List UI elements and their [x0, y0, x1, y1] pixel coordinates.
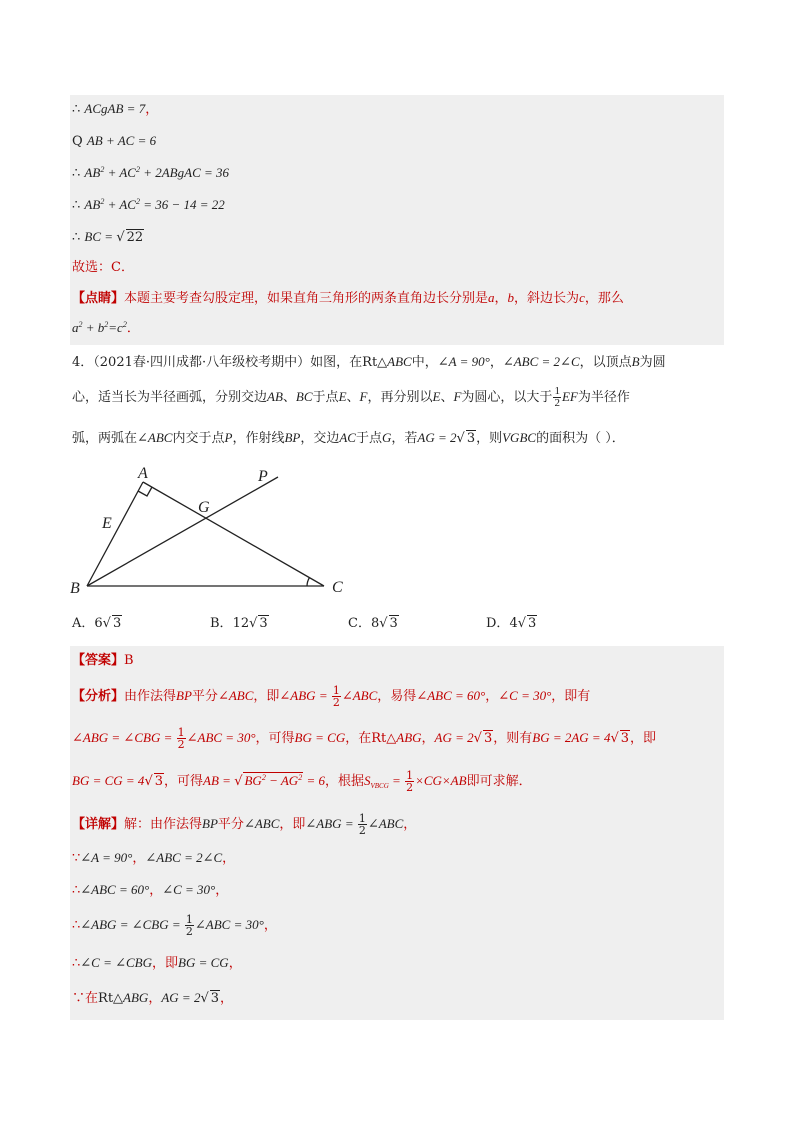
text: ，即: [279, 817, 306, 832]
text: 内交于点: [172, 431, 225, 446]
angle-c-arc: [307, 578, 310, 587]
equals: =: [388, 773, 405, 788]
prev-choice: 故选：C．: [72, 260, 134, 275]
note-tag: 【点睛】: [72, 291, 125, 306]
comma: ，: [403, 817, 417, 832]
angle-a-eq: ∠A = 90°: [80, 850, 133, 865]
ray-bp: BP: [202, 816, 218, 831]
ray-bp: BP: [284, 430, 301, 445]
side-ab: AB: [267, 389, 283, 404]
angle-abg: ∠ABG =: [305, 816, 357, 831]
option-radicand: 3: [259, 616, 268, 631]
label-b: B: [70, 580, 80, 597]
equation-text: [84, 165, 229, 180]
triangle-symbol: △: [113, 991, 124, 1006]
rt-label: Rt: [98, 991, 114, 1006]
text: ，再分别以: [367, 390, 433, 405]
numerator: 1: [406, 769, 414, 782]
angle-abc: ∠ABC: [137, 430, 173, 445]
numerator: 1: [554, 385, 560, 397]
analysis-line-1: [72, 685, 590, 708]
radicand: 22: [126, 230, 144, 245]
text: ，可得: [164, 774, 204, 789]
option-coef: 12: [232, 616, 250, 631]
text: 为圆: [639, 355, 666, 370]
angle-c-30: ∠C = 30°: [162, 882, 216, 897]
analysis-line-3: BG = CG = 4√ 3，可得AB = √ $BG^2 - AG^2 = 6$，根据$S_{VBCG}$ = $\frac{1}{2}$ ×CG×AB即可求解．: [72, 769, 532, 794]
triangle-abg: ABG: [396, 730, 422, 745]
detail-tag: 【详解】: [72, 817, 125, 832]
angle-abc: ∠ABC: [243, 816, 280, 831]
exponent: 2: [261, 773, 266, 782]
text: ，则: [476, 431, 503, 446]
denominator: 2: [177, 738, 185, 751]
point-b: B: [631, 354, 640, 369]
var-a: a: [488, 290, 495, 305]
problem-line-1: [72, 352, 666, 373]
term-ac: + AC: [104, 197, 136, 212]
text: 解：由作法得: [124, 817, 203, 832]
fraction-half: [405, 770, 414, 793]
denominator: 2: [406, 781, 414, 794]
text: ，即有: [551, 689, 591, 704]
comma: ，: [489, 355, 503, 370]
text: 于点: [312, 390, 339, 405]
label-p: P: [258, 468, 268, 485]
label-c: C: [332, 579, 343, 596]
text: ，则有: [493, 731, 533, 746]
text: 心，适当长为半径画弧，分别交边: [72, 390, 268, 405]
eq-30: ∠C = 30°: [498, 688, 552, 703]
exponent: 2: [104, 320, 109, 329]
equation-text: ACgAB = 7: [84, 101, 146, 116]
text: 平分: [217, 817, 244, 832]
fraction-half: [185, 914, 194, 937]
radicand-expr: [243, 772, 303, 788]
eq-6: = 6: [303, 773, 325, 788]
area-expr: ×CG×AB: [415, 773, 467, 788]
triangle-abg: ABG: [123, 990, 149, 1005]
answer-line: [72, 651, 134, 671]
fraction-half: [358, 813, 367, 836]
prev-line-4: [72, 195, 225, 216]
label-g: G: [198, 499, 210, 516]
var-c: c: [579, 290, 585, 305]
numerator: 1: [358, 812, 366, 825]
text: 如图，在: [310, 355, 363, 370]
analysis-line-2: ∠ABG = ∠CBG = $\frac{1}{2}$ ∠ABC = 30°，可得BG = CG，在Rt△ABG，AG = 2√ 3，则有BG = 2AG = 4√ 3，即: [72, 726, 657, 751]
therefore-sign: ∴: [72, 230, 81, 245]
bg-2ag: BG = 2AG = 4: [532, 730, 611, 745]
therefore-sign: ∴: [72, 166, 81, 181]
text: 由作法得: [124, 689, 177, 704]
ray-bp: BP: [176, 688, 192, 703]
text: 中，: [411, 355, 438, 370]
side-ac: AC: [339, 430, 356, 445]
term-a: a: [72, 320, 79, 335]
note-text: 本题主要考查勾股定理，如果直角三角形的两条直角边长分别是: [124, 291, 489, 306]
text: 弧，两弧在: [72, 431, 138, 446]
exponent: 2: [135, 197, 140, 206]
comma: ，: [148, 991, 162, 1006]
angle-abc: ∠ABC: [367, 816, 404, 831]
prev-line-1: [72, 99, 158, 120]
bg-cg: BG = CG: [294, 730, 346, 745]
ag-eq: AG = 2: [161, 990, 201, 1005]
comma: ，: [220, 991, 234, 1006]
prev-line-3: [72, 163, 229, 184]
angle-abc: ∠ABC: [341, 688, 378, 703]
comma: ，: [421, 731, 435, 746]
numerator: 1: [332, 684, 340, 697]
term-b: + b: [82, 320, 105, 335]
point-f: F: [453, 389, 462, 404]
ag-eq: AG = 2: [434, 730, 474, 745]
text: ，即: [253, 689, 280, 704]
term-rest: = 36 − 14 = 22: [139, 197, 225, 212]
denominator: 2: [358, 824, 366, 837]
exponent: 2: [298, 773, 303, 782]
text: 为圆心，以大于: [461, 390, 553, 405]
angle-abc-eq: ∠ABC = 2∠C: [145, 850, 223, 865]
text: 的面积为（ ）．: [536, 431, 625, 446]
angle-eq: ∠ABG = ∠CBG =: [80, 917, 184, 932]
therefore-sign: ∴: [72, 956, 81, 971]
comma: ，: [222, 851, 236, 866]
exponent: 2: [135, 165, 140, 174]
equation-text: BC =: [84, 229, 117, 244]
exponent: 2: [100, 165, 105, 174]
note-text: ，那么: [584, 291, 624, 306]
text: 平分: [191, 689, 218, 704]
fraction-half: [332, 685, 341, 708]
prev-line-5: ∴ BC = √ 22: [72, 229, 144, 245]
angle-a: ∠A = 90°: [437, 354, 490, 369]
problem-source: （2021春·四川成都·八年级校考期中）: [93, 355, 311, 370]
detail-line-2: [72, 848, 235, 869]
equation-text: [84, 197, 224, 212]
denominator: 2: [332, 696, 340, 709]
exponent: 2: [78, 320, 83, 329]
because-sign: ∵: [72, 851, 81, 866]
rt-label: Rt: [371, 731, 387, 746]
note-text: ，斜边长为: [514, 291, 580, 306]
because-sign: ∵: [72, 991, 86, 1006]
term-bg: BG: [244, 773, 262, 788]
var-b: b: [507, 290, 515, 305]
dun-sign: 、: [440, 390, 454, 405]
angle-abc-60: ∠ABC = 60°: [80, 882, 150, 897]
angle-c-cbg: ∠C = ∠CBG: [80, 955, 153, 970]
term-ab: AB: [84, 165, 101, 180]
therefore-sign: ∴: [72, 102, 81, 117]
radicand: 3: [466, 431, 476, 446]
radicand: 3: [210, 991, 220, 1006]
point-e: E: [432, 389, 441, 404]
numerator: 1: [185, 913, 193, 926]
denominator: 2: [185, 925, 193, 938]
detail-line-6: ∵在Rt△ABG，AG = 2√ 3，: [72, 990, 234, 1006]
detail-line-5: [72, 953, 242, 974]
comma: ，: [132, 851, 146, 866]
answer-value: B: [124, 653, 134, 668]
answer-tag: 【答案】: [72, 653, 125, 668]
term-c: =c: [108, 320, 123, 335]
option-coef: 6: [94, 616, 103, 631]
rt-label: Rt: [362, 355, 378, 370]
area-subscript: VBCG: [370, 782, 389, 790]
text: ，可得: [255, 731, 295, 746]
angle-abc-30: ∠ABC = 30°: [194, 917, 264, 932]
radicand: 3: [620, 731, 630, 746]
term-ab: AB: [84, 197, 101, 212]
label-a: A: [138, 465, 148, 482]
therefore-sign: ∴: [72, 883, 81, 898]
radicand: 3: [154, 774, 164, 789]
comma: ，: [263, 918, 277, 933]
angle-abg: ∠ABG =: [279, 688, 331, 703]
text: ，若: [391, 431, 418, 446]
therefore-sign: ∴: [72, 198, 81, 213]
bg-cg-eq: BG = CG = 4: [72, 773, 145, 788]
triangle-name: ABC: [387, 354, 412, 369]
option-radicand: 3: [528, 616, 537, 631]
comma-text: ，: [145, 102, 159, 117]
option-d[interactable]: D．4√ 3: [486, 616, 537, 631]
option-radicand: 3: [389, 616, 398, 631]
option-coef: 4: [509, 616, 518, 631]
option-coef: 8: [370, 616, 380, 631]
text: ，即: [152, 956, 179, 971]
option-letter: D．: [486, 616, 510, 631]
angle-abc-30: ∠ABC = 30°: [186, 730, 256, 745]
option-radicand: 3: [112, 616, 122, 631]
side-bc: BC: [295, 389, 313, 404]
text: ，易得: [377, 689, 417, 704]
triangle-gbc: VGBC: [502, 430, 537, 445]
pythagoras-formula: [72, 320, 127, 335]
point-g: G: [382, 430, 392, 445]
prev-note-line-1: [72, 288, 624, 309]
text: 于点: [355, 431, 382, 446]
analysis-tag: 【分析】: [72, 689, 125, 704]
prev-note-line-2: [72, 318, 140, 339]
option-letter: B．: [210, 616, 233, 631]
triangle-symbol: △: [386, 731, 397, 746]
area-symbol: S: [364, 773, 371, 788]
point-f: F: [359, 389, 368, 404]
text: ，以顶点: [579, 355, 632, 370]
comma: ，: [149, 883, 163, 898]
text: ，在: [345, 731, 372, 746]
triangle-figure: [66, 462, 366, 602]
equation-text: AB + AC = 6: [86, 133, 157, 148]
bg-cg: BG = CG: [178, 955, 229, 970]
term-ag: − AG: [265, 773, 299, 788]
angle-abc: ∠ABC = 2∠C: [502, 354, 580, 369]
text: ，作射线: [232, 431, 285, 446]
fraction-half: [177, 727, 186, 750]
point-p: P: [224, 430, 233, 445]
ab-eq: AB =: [203, 773, 235, 788]
comma: ，: [215, 883, 229, 898]
label-e: E: [102, 515, 112, 532]
text: ，根据: [324, 774, 364, 789]
therefore-sign: ∴: [72, 918, 81, 933]
ag-eq: AG = 2: [417, 430, 457, 445]
angle-abc: ∠ABC: [217, 688, 254, 703]
comma: ，: [485, 689, 499, 704]
text: ，即: [630, 731, 657, 746]
side-ac-line: [143, 482, 324, 586]
segment-ef: EF: [561, 389, 578, 404]
detail-line-4: [72, 914, 277, 937]
option-letter: A．: [72, 616, 95, 631]
option-a[interactable]: A．6√ 3: [72, 616, 122, 631]
exponent: 2: [122, 320, 127, 329]
dun-sign: 、: [282, 390, 296, 405]
comma: ，: [228, 956, 242, 971]
option-letter: C．: [348, 616, 371, 631]
text: 为半径作: [577, 390, 630, 405]
text: ，交边: [300, 431, 340, 446]
detail-line-3: [72, 880, 228, 901]
point-e: E: [338, 389, 347, 404]
separator: ，: [494, 291, 508, 306]
option-c[interactable]: C．8√ 3: [348, 616, 398, 631]
problem-line-2: [72, 386, 630, 409]
term-ac: + AC: [104, 165, 136, 180]
problem-line-3: 弧，两弧在∠ABC内交于点P，作射线BP，交边AC于点G，若AG = 2√ 3，则VGBC的面积为（ ）．: [72, 430, 625, 446]
text: 在: [85, 991, 99, 1006]
eq-60: ∠ABC = 60°: [416, 688, 486, 703]
text: 即可求解．: [466, 774, 532, 789]
denominator: 2: [554, 397, 560, 409]
problem-number: 4．: [72, 355, 94, 370]
period: ．: [126, 321, 140, 336]
option-b[interactable]: B．12√ 3: [210, 616, 268, 631]
because-sign: Q: [72, 134, 83, 149]
angle-eq: ∠ABG = ∠CBG =: [72, 730, 176, 745]
prev-line-2: [72, 131, 156, 152]
numerator: 1: [177, 726, 185, 739]
radicand: 3: [483, 731, 493, 746]
triangle-symbol: △: [377, 355, 388, 370]
dun-sign: 、: [346, 390, 360, 405]
term-rest: + 2ABgAC = 36: [139, 165, 230, 180]
exponent: 2: [100, 197, 105, 206]
detail-line-1: [72, 813, 416, 836]
fraction-half: [553, 386, 561, 409]
